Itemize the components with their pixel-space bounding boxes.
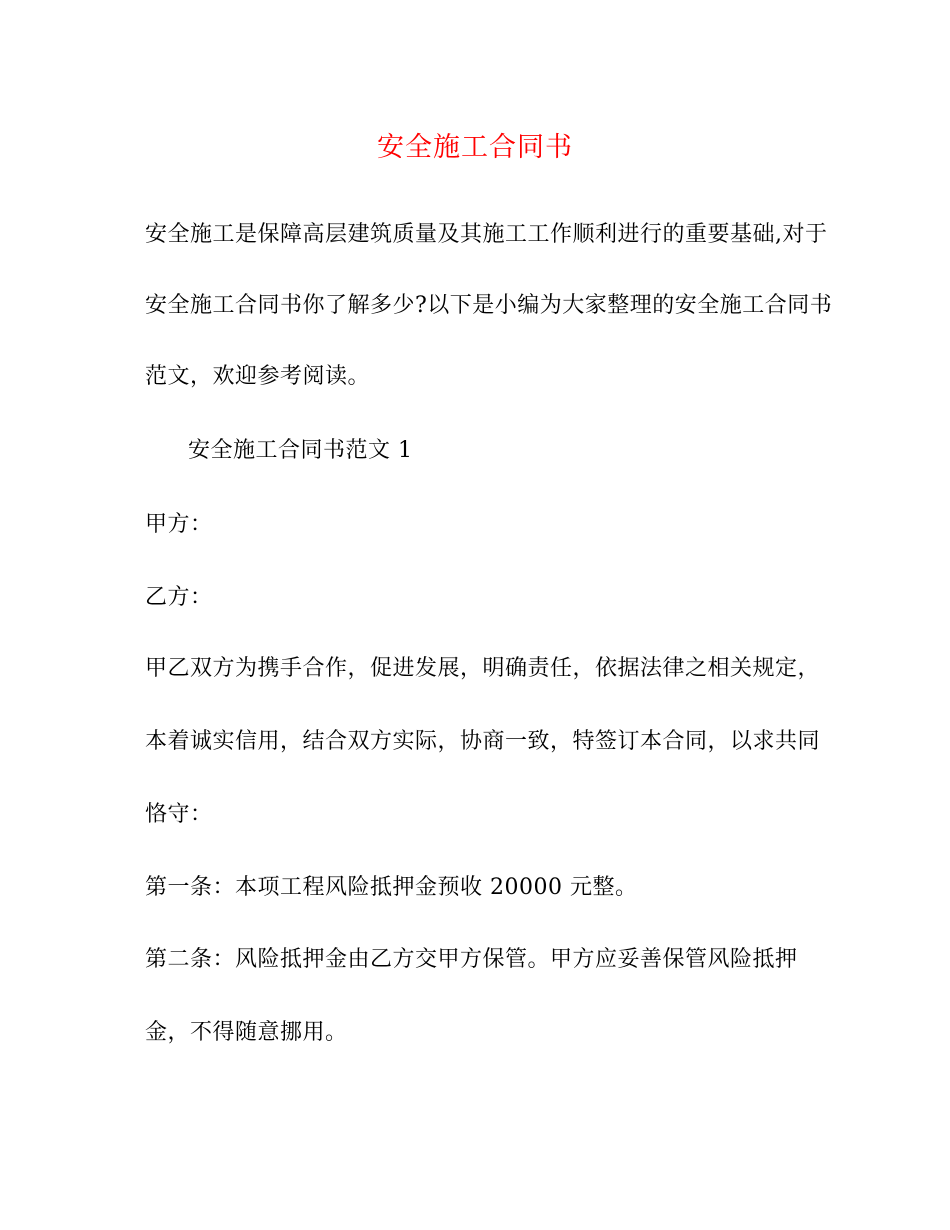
clause-line: 第一条：本项工程风险抵押金预收 20000 元整。 xyxy=(145,875,638,900)
paragraph-line: 本着诚实信用，结合双方实际，协商一致，特签订本合同，以求共同 xyxy=(145,729,821,754)
paragraph-line: 甲乙双方为携手合作，促进发展，明确责任，依据法律之相关规定， xyxy=(145,656,821,681)
section-heading: 安全施工合同书范文 1 xyxy=(188,438,413,463)
party-a-label: 甲方： xyxy=(145,512,213,537)
paragraph-line: 恪守： xyxy=(145,802,213,827)
paragraph-line: 安全施工是保障高层建筑质量及其施工工作顺利进行的重要基础,对于 xyxy=(145,222,828,247)
party-b-label: 乙方： xyxy=(145,585,213,610)
document-title: 安全施工合同书 xyxy=(377,132,573,163)
clause-line: 第二条：风险抵押金由乙方交甲方保管。甲方应妥善保管风险抵押 xyxy=(145,947,798,972)
paragraph-line: 范文，欢迎参考阅读。 xyxy=(145,364,371,389)
paragraph-line: 安全施工合同书你了解多少?以下是小编为大家整理的安全施工合同书 xyxy=(145,293,833,318)
clause-line: 金，不得随意挪用。 xyxy=(145,1020,348,1045)
